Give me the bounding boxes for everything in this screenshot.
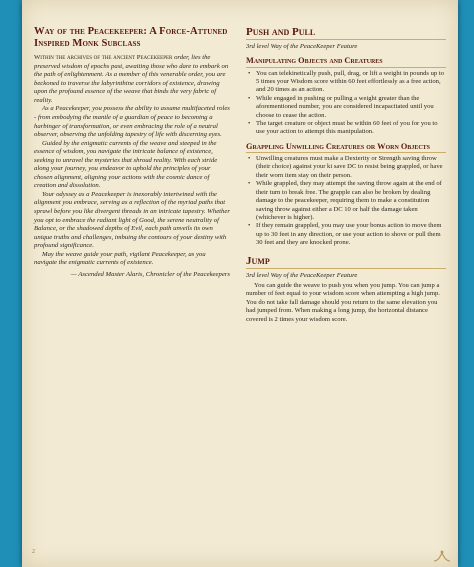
page-number: 2	[32, 549, 35, 555]
grappling-list	[246, 155, 446, 247]
grappling-heading: Grappling Unwilling Creatures or Worn Objects	[246, 142, 446, 153]
right-column	[246, 26, 446, 324]
jump-feature-tag: 3rd level Way of the PeaceKeeper Feature	[246, 271, 358, 279]
lore-paragraph-5: May the weave guide your path, vigilant Peacekeeper, as you navigate the enigmatic currents of existence.	[34, 250, 206, 267]
lore-paragraph-3: Guided by the enigmatic currents of the weave and steeped in the essence of wisdom, you navigate the intricate balance of existence, seeking to unravel the mysteries that shroud reality. With each stride along your journey, you endeavor to uphold the principles of your chosen alignment, aligning your actions with the cosmic dance of creation and dissolution.	[34, 139, 218, 190]
intro-smallcaps: Within the archives of the ancient Peacekeeper	[34, 54, 173, 62]
intro-rest: order, lies the preserved wisdom of epochs past, awaiting those who dare to embark on the path of enlightenment. As a member of this venerable order, you are beckoned to traverse the labyrinthine corridors of existence, drawing upon the profound essence of the weave that binds the very fabric of reality.	[34, 54, 229, 104]
lore-paragraph-2: As a Peacekeeper, you possess the ability to assume multifaceted roles - from embodying the mantle of a guardian of peace to becoming a harbinger of transformation, or even embracing the role of a neutral observer, observing the unfolding tapestry of life with discerning eyes.	[34, 105, 230, 139]
list-item: • While grappled, they may attempt the saving throw again at the end of their turn to break free. The grapple can also be broken by dealing damage to the peacekeeper, requiring them to make a constitution saving throw against either a DC 10 or half the damage taken (whichever is higher).	[256, 180, 446, 222]
subclass-title: Way of the Peacekeeper: A Force-Attuned Inspired Monk Subclass	[34, 26, 228, 49]
push-pull-heading: Push and Pull	[246, 26, 446, 40]
attribution: — Ascended Master Alaris, Chronicler of the Peacekeepers	[70, 270, 230, 278]
intro-paragraph	[34, 54, 230, 105]
list-item: • If they remain grappled, you may use your bonus action to move them up to 30 feet in any direction, or use your action to shove or pull them 30 feet and they are knocked prone.	[256, 222, 446, 247]
left-column	[34, 26, 230, 279]
document-page	[22, 0, 458, 567]
jump-heading: Jump	[246, 255, 446, 269]
jump-body: You can guide the weave to push you when you jump. You can jump a number of feet equal to your wisdom score when attempting a high jump. You do not take fall damage should you return to the same elevation you had jumped from. When making a long jump, the horizontal distance covered is 2 times your wisdom score.	[246, 281, 440, 323]
list-item: • You can telekinetically push, pull, drag, or lift a weight in pounds up to 5 times your Wisdom score within 60 feet effortlessly as a free action, and 20 times as an action.	[256, 70, 446, 95]
list-item: • The target creature or object must be within 60 feet of you for you to use your action to attempt this manipulation.	[256, 120, 446, 137]
manipulating-list	[246, 70, 446, 137]
manipulating-heading: Manipulating Objects and Creatures	[246, 56, 446, 67]
list-item: • While engaged in pushing or pulling a weight greater than the aforementioned number, you are considered incapacitated until you choose to cease the action.	[256, 95, 446, 120]
list-item: • Unwilling creatures must make a Dexterity or Strength saving throw (their choice) against your ki save DC to resist being grappled, or have their worn item stay on their person.	[256, 155, 446, 180]
lore-paragraph-4: Your odyssey as a Peacekeeper is inexorably intertwined with the alignment you embrace, serving as a reflection of the myriad paths that sprawl before you like divergent threads in an intricate tapestry. Whether you opt to embrace the radiant light of Good, the serene neutrality of Balance, or the shadowed depths of Evil, each path unveils its own unique truths and challenges, imbuing the contours of your destiny with profound significance.	[34, 190, 230, 250]
footer-ornament-icon	[432, 547, 452, 563]
push-pull-feature-tag: 3rd level Way of the PeaceKeeper Feature	[246, 43, 358, 50]
